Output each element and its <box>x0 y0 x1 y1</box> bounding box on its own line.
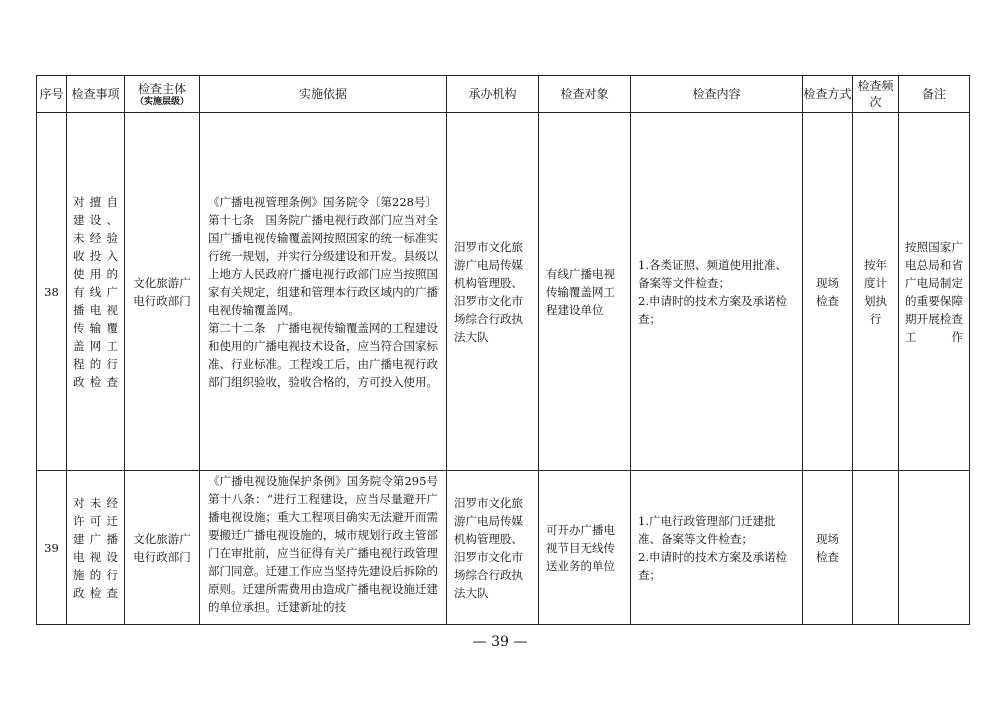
remarks-cell: 按照国家广电总局和省广电局制定的重要保障期开展检查工作 <box>899 113 970 471</box>
header-remarks: 备注 <box>899 76 970 113</box>
seq-cell: 38 <box>37 113 67 471</box>
basis-para: 第二十二条 广播电视传输覆盖网的工程建设和使用的广播电视技术设备，应当符合国家标准、行业标准。工程竣工后，由广播电视行政部门组织验收，验收合格的，方可投入使用。 <box>208 320 438 389</box>
header-row <box>37 76 970 113</box>
content-line: 2.申请时的技术方案及承诺检查； <box>638 293 787 326</box>
header-target: 检查对象 <box>539 76 631 113</box>
table-row <box>37 113 970 471</box>
header-seq: 序号 <box>37 76 67 113</box>
table-row <box>37 471 970 625</box>
method-cell: 现场检查 <box>803 113 853 471</box>
item-cell: 对擅自建设、未经验收投入使用的有线广播电视传输覆盖网工程的行政检查 <box>67 113 125 471</box>
basis-para: 《广播电视设施保护条例》国务院令第295号第十八条：“进行工程建设，应当尽量避开广播电视设施；重大工程项目确实无法避开而需要搬迁广播电视设施的，城市规划行政主管部门在审批前，应当征得有关广播电视行政管理部门同意。迁建工作应当坚持先建设后拆除的原则。迁建所需费用由造成广播电视设施迁建的单位承担。迁建新址的技 <box>208 474 438 614</box>
seq-cell: 39 <box>37 471 67 625</box>
header-content: 检查内容 <box>631 76 803 113</box>
frequency-cell <box>853 471 899 625</box>
basis-cell <box>200 471 447 625</box>
basis-para: 《广播电视管理条例》国务院令〔第228号〕 <box>208 194 437 209</box>
content-cell <box>631 471 803 625</box>
header-subject: 检查主体 （实施层级） <box>125 76 200 113</box>
page-number: — 39 — <box>472 634 528 650</box>
method-cell: 现场检查 <box>803 471 853 625</box>
header-agency: 承办机构 <box>447 76 539 113</box>
header-basis: 实施依据 <box>200 76 447 113</box>
content-line: 2.申请时的技术方案及承诺检查； <box>638 549 787 582</box>
content-cell <box>631 113 803 471</box>
target-cell: 有线广播电视传输覆盖网工程建设单位 <box>539 113 631 471</box>
content-line: 1.广电行政管理部门迁建批准、备案等文件检查； <box>638 513 776 546</box>
agency-cell: 汨罗市文化旅游广电局传媒机构管理股、汨罗市文化市场综合行政执法大队 <box>447 471 539 625</box>
header-item: 检查事项 <box>67 76 125 113</box>
inspection-table <box>36 75 970 625</box>
remarks-cell <box>899 471 970 625</box>
frequency-cell: 按年度计划执行 <box>853 113 899 471</box>
basis-clip <box>208 471 438 624</box>
target-cell: 可开办广播电视节目无线传送业务的单位 <box>539 471 631 625</box>
content-line: 1.各类证照、频道使用批准、备案等文件检查； <box>638 257 787 290</box>
header-method: 检查方式 <box>803 76 853 113</box>
subject-cell: 文化旅游广电行政部门 <box>125 113 200 471</box>
basis-cell <box>200 113 447 471</box>
agency-cell: 汨罗市文化旅游广电局传媒机构管理股、汨罗市文化市场综合行政执法大队 <box>447 113 539 471</box>
header-frequency: 检查频次 <box>853 76 899 113</box>
item-cell: 对未经许可迁建广播电视设施的行政检查 <box>67 471 125 625</box>
header-subject-level: （实施层级） <box>134 96 189 107</box>
subject-cell: 文化旅游广电行政部门 <box>125 471 200 625</box>
basis-para: 第十七条 国务院广播电视行政部门应当对全国广播电视传输覆盖网按照国家的统一标准实行统一规划，并实行分级建设和开发。县级以上地方人民政府广播电视行政部门应当按照国家有关规定，组建和管理本行政区域内的广播电视传输覆盖网。 <box>208 212 438 317</box>
